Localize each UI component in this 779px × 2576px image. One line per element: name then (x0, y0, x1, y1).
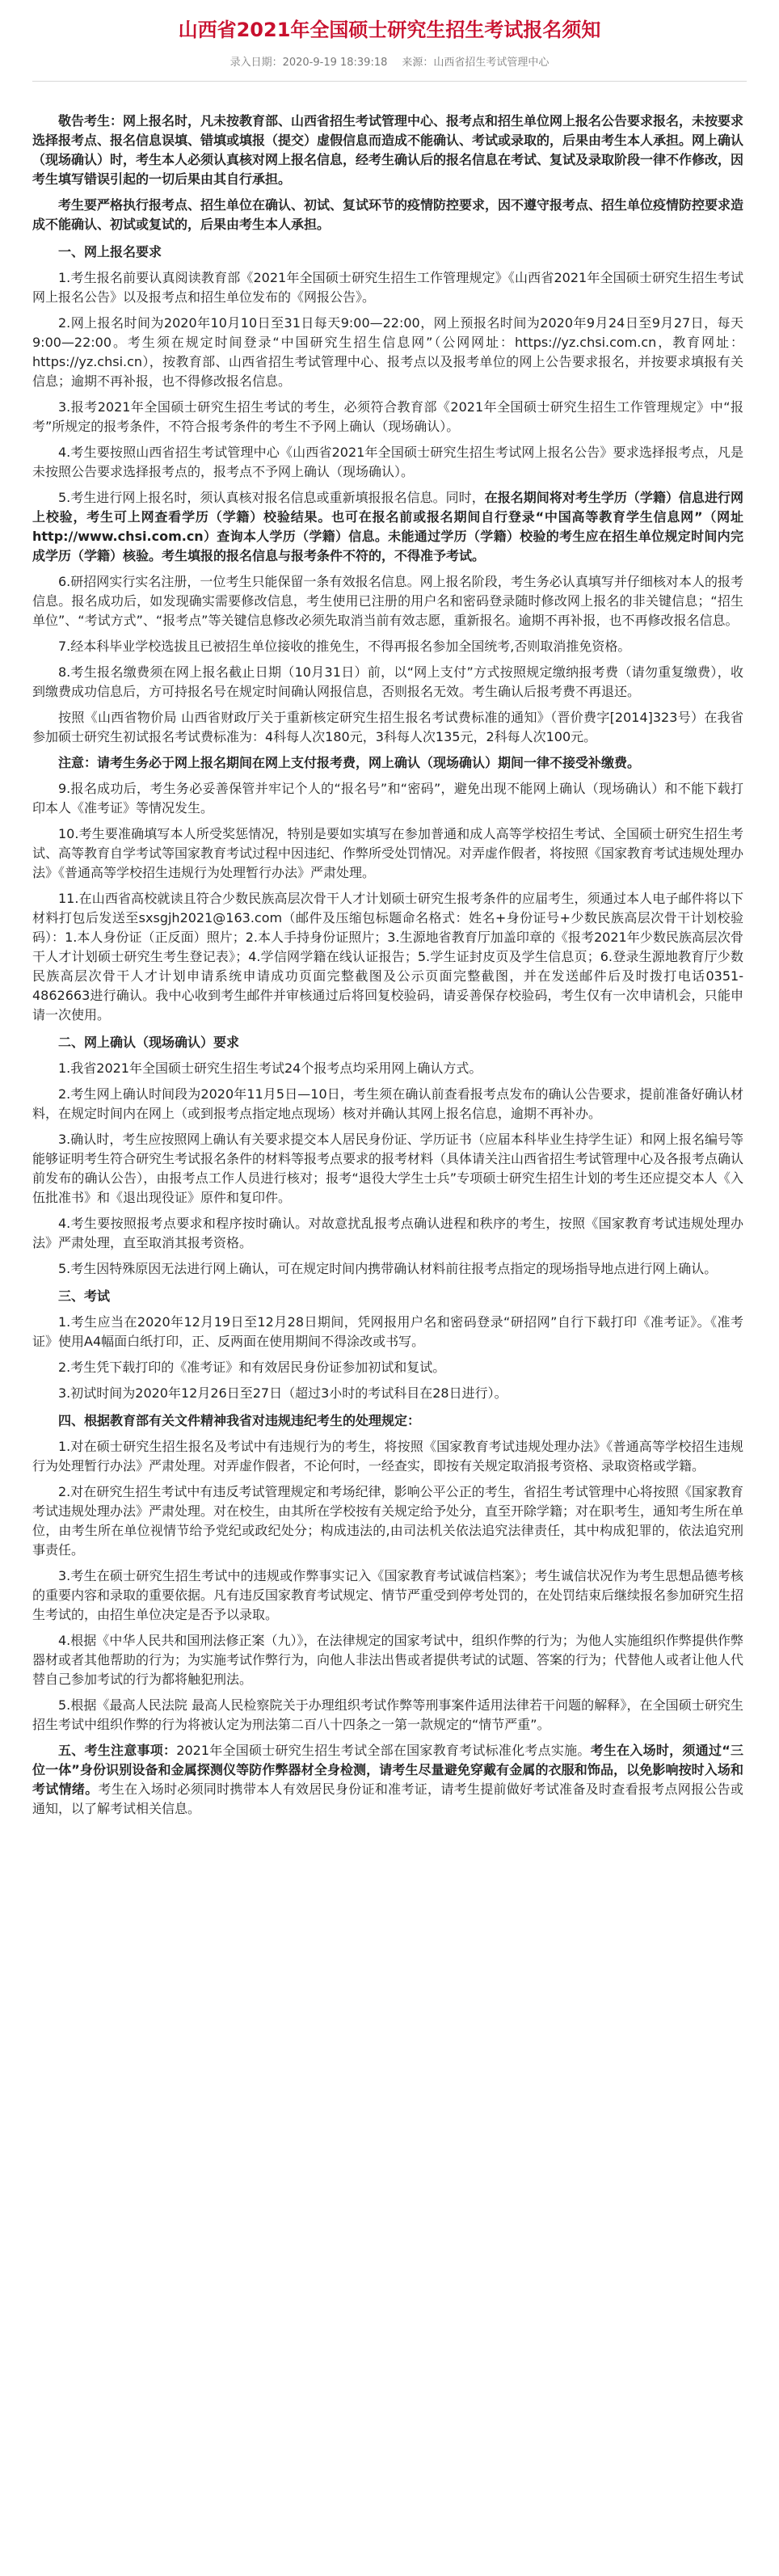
publish-date: 录入日期：2020-9-19 18:39:18 (229, 57, 388, 69)
section-paragraph (32, 1130, 743, 1208)
paragraph-text: 2.对在研究生招生考试中有违反考试管理规定和考场纪律，影响公平公正的考生，省招生考试管理中心将按照《国家教育考试违规处理办法》严肃处理。对在校生，由其所在学校按有关规定给予处分，直至开除学籍；对在职考生，通知考生所在单位，由考生所在单位视情节给予党纪或政纪处分；构成违法的,由司法机关依法追究法律责任，其中构成犯罪的，依法追究刑事责任。 (32, 1484, 744, 1558)
section-paragraph (32, 779, 743, 818)
paragraph-text: 2.考生凭下载打印的《准考证》和有效居民身份证参加初试和复试。 (58, 1360, 446, 1375)
intro-paragraph: 敬告考生：网上报名时，凡未按教育部、山西省招生考试管理中心、报考点和招生单位网上报名公告要求报名，未按要求选择报考点、报名信息误填、错填或填报（提交）虚假信息而造成不能确认、考试或录取的，后果由考生本人承担。网上确认（现场确认）时，考生本人必须认真核对网上报名信息，经考生确认后的报名信息在考试、复试及录取阶段一律不作修改，因考生填写错误引起的一切后果由其自行承担。 (32, 113, 744, 187)
section-paragraph (32, 1214, 743, 1253)
paragraph-text: 4.考生要按照报考点要求和程序按时确认。对故意扰乱报考点确认进程和秩序的考生，按照《国家教育考试违规处理办法》严肃处理，直至取消其报考资格。 (32, 1216, 743, 1250)
section-paragraph (32, 1384, 743, 1403)
section-paragraph (32, 1259, 743, 1279)
section-paragraph (32, 1566, 743, 1625)
paragraph-text: 5.考生因特殊原因无法进行网上确认，可在规定时间内携带确认材料前往报考点指定的现场指导地点进行网上确认。 (58, 1261, 718, 1276)
paragraph-text: 3.确认时，考生应按照网上确认有关要求提交本人居民身份证、学历证书（应届本科毕业生持学生证）和网上报名编号等能够证明考生符合研究生考试报名条件的材料等报考点要求的报考材料（具体请关注山西省招生考试管理中心及各报考点确认前发布的确认公告），由报考点工作人员进行核对；报考“退役大学生士兵”专项硕士研究生招生计划的考生还应提交本人《入伍批准书》和《退出现役证》原件和复印件。 (32, 1132, 744, 1205)
page-title: 山西省2021年全国硕士研究生招生考试报名须知 (178, 19, 601, 41)
section-heading: 五、考生注意事项： (58, 1743, 177, 1758)
title-divider (32, 81, 747, 82)
paragraph-emphasis: 在报名期间将对考生学历（学籍）信息进行网上校验，考生可上网查看学历（学籍）校验结果。也可在报名前或报名期间自行登录“中国高等教育学生信息网”（网址http://www.chsi.com.cn）查询本人学历（学籍）信息。未能通过学历（学籍）校验的考生应在招生单位规定时间内完成学历（学籍）核验。考生填报的报名信息与报考条件不符的，不得准予考试。 (32, 490, 743, 563)
paragraph-text: 2.网上报名时间为2020年10月10日至31日每天9:00—22:00，网上预报名时间为2020年9月24日至9月27日，每天9:00—22:00。考生须在规定时间登录“中国研究生招生信息网”（公网网址：https://yz.chsi.com.cn，教育网址：https://yz.chsi.cn），按教育部、山西省招生考试管理中心、报考点以及报考单位的网上公告要求报名，并按要求填报有关信息；逾期不再补报，也不得修改报名信息。 (32, 315, 743, 389)
section-paragraph (32, 824, 743, 883)
paragraph-text: 1.我省2021年全国硕士研究生招生考试24个报考点均采用网上确认方式。 (58, 1060, 482, 1076)
paragraph-text: 10.考生要准确填写本人所受奖惩情况，特别是要如实填写在参加普通和成人高等学校招生考试、全国硕士研究生招生考试、高等教育自学考试等国家教育考试过程中因违纪、作弊所受处罚情况。对弄虚作假者，将按照《国家教育考试违规处理办法》《普通高等学校招生违规行为处理暂行办法》严肃处理。 (32, 826, 744, 880)
section-paragraph (32, 1696, 743, 1735)
sections (32, 242, 743, 1819)
paragraph-text: 8.考生报名缴费须在网上报名截止日期（10月31日）前，以“网上支付”方式按照规定缴纳报考费（请勿重复缴费），收到缴费成功信息后，方可持报名号在规定时间确认网报信息，否则报名无效。考生确认后报考费不再退还。 (32, 664, 743, 699)
section-paragraph (32, 443, 743, 482)
section-paragraph (32, 1631, 743, 1689)
paragraph-text: 2021年全国硕士研究生招生考试全部在国家教育考试标准化考点实施。 (176, 1743, 591, 1758)
section-paragraph (32, 637, 743, 656)
article-body (32, 112, 743, 1825)
section-heading: 四、根据教育部有关文件精神我省对违规违纪考生的处理规定： (58, 1413, 421, 1428)
paragraph-text: 4.根据《中华人民共和国刑法修正案（九）》，在法律规定的国家考试中，组织作弊的行为；为他人实施组织作弊提供作弊器材或者其他帮助的行为；为实施考试作弊行为，向他人非法出售或者提供考试的试题、答案的行为；代替他人或者让他人代替自己参加考试的行为都将触犯刑法。 (32, 1633, 744, 1687)
paragraph-text: 4.考生要按照山西省招生考试管理中心《山西省2021年全国硕士研究生招生考试网上报名公告》要求选择报考点，凡是未按照公告要求选择报考点的，报考点不予网上确认（现场确认）。 (32, 445, 743, 479)
paragraph-text: 9.报名成功后，考生务必妥善保管并牢记个人的“报名号”和“密码”，避免出现不能网上确认（现场确认）和不能下载打印本人《准考证》等情况发生。 (32, 781, 743, 816)
paragraph-text: 1.对在硕士研究生招生报名及考试中有违规行为的考生，将按照《国家教育考试违规处理办法》《普通高等学校招生违规行为处理暂行办法》严肃处理。对弄虚作假者，不论何时，一经查实，即按有关规定取消报考资格、录取资格或学籍。 (32, 1439, 743, 1474)
paragraph-text: 3.考生在硕士研究生招生考试中的违规或作弊事实记入《国家教育考试诚信档案》；考生诚信状况作为考生思想品德考核的重要内容和录取的重要依据。凡有违反国家教育考试规定、情节严重受到停考处罚的，在处罚结束后继续报名参加研究生招生考试的，由招生单位决定是否予以录取。 (32, 1568, 744, 1622)
intro-paragraph: 考生要严格执行报考点、招生单位在确认、初试、复试环节的疫情防控要求，因不遵守报考点、招生单位疫情防控要求造成不能确认、初试或复试的，后果由考生本人承担。 (32, 197, 744, 232)
section-paragraph (32, 572, 743, 630)
section-paragraph (32, 1358, 743, 1377)
section-paragraph (32, 488, 743, 566)
paragraph-text: 3.报考2021年全国硕士研究生招生考试的考生，必须符合教育部《2021年全国硕士研究生招生工作管理规定》中“报考”所规定的报考条件，不符合报考条件的考生不予网上确认（现场确认）。 (32, 399, 743, 434)
paragraph-text: 2.考生网上确认时间段为2020年11月5日—10日，考生须在确认前查看报考点发布的确认公告要求，提前准备好确认材料，在规定时间内在网上（或到报考点指定地点现场）核对并确认其网上报名信息，逾期不再补办。 (32, 1086, 743, 1121)
section-paragraph (32, 398, 743, 436)
paragraph-text: 3.初试时间为2020年12月26日至27日（超过3小时的考试科目在28日进行）。 (58, 1385, 507, 1401)
section-paragraph (32, 1313, 743, 1351)
paragraph-emphasis: 注意：请考生务必于网上报名期间在网上支付报考费，网上确认（现场确认）期间一律不接受补缴费。 (58, 755, 641, 770)
paragraph-text: 1.考生报名前要认真阅读教育部《2021年全国硕士研究生招生工作管理规定》《山西省2021年全国硕士研究生招生考试网上报名公告》以及报考点和招生单位发布的《网报公告》。 (32, 270, 743, 305)
section-paragraph (32, 314, 743, 391)
paragraph-text: 1.考生应当在2020年12月19日至12月28日期间，凭网报用户名和密码登录“研招网”自行下载打印《准考证》。《准考证》使用A4幅面白纸打印，正、反两面在使用期间不得涂改或书写。 (32, 1314, 743, 1349)
paragraph-text: 5.考生进行网上报名时，须认真核对报名信息或重新填报报名信息。同时， (58, 490, 485, 505)
section-paragraph (32, 1437, 743, 1476)
paragraph-text: 5.根据《最高人民法院 最高人民检察院关于办理组织考试作弊等刑事案件适用法律若干问题的解释》，在全国硕士研究生招生考试中组织作弊的行为将被认定为刑法第二百八十四条之一第一款规定的“情节严重”。 (32, 1697, 743, 1732)
section-paragraph (32, 268, 743, 307)
section-heading: 三、考试 (58, 1288, 111, 1304)
paragraph-text: 11.在山西省高校就读且符合少数民族高层次骨干人才计划硕士研究生报考条件的应届考生，须通过本人电子邮件将以下材料打包后发送至sxsgjh2021@163.com（邮件及压缩包标题命名格式：姓名+身份证号+少数民族高层次骨干计划校验码）：1.本人身份证（正反面）照片；2.本人手持身份证照片；3.生源地省教育厅加盖印章的《报考2021年少数民族高层次骨干人才计划硕士研究生考生登记表》；4.学信网学籍在线认证报告；5.学生证封皮页及学生信息页；6.登录生源地教育厅少数民族高层次骨干人才计划申请系统申请成功页面完整截图及公示页面完整截图，并在发送邮件后及时拨打电话0351-4862663进行确认。我中心收到考生邮件并审核通过后将回复校验码，请妥善保存校验码，考生仅有一次申请机会，只能申请一次使用。 (32, 891, 743, 1022)
section-heading: 二、网上确认（现场确认）要求 (58, 1035, 240, 1050)
paragraph-emphasis: 考生在入场时，须通过“三位一体”身份识别设备和金属探测仪等防作弊器材全身检测，请考生尽量避免穿戴有金属的衣服和饰品，以免影响按时入场和考试情绪。 (32, 1743, 743, 1797)
section-paragraph (32, 708, 743, 747)
section-paragraph (32, 753, 743, 773)
section-heading: 一、网上报名要求 (58, 244, 162, 259)
section-paragraph (32, 889, 743, 1025)
article-meta (0, 55, 779, 71)
paragraph-text: 7.经本科毕业学校选拔且已被招生单位接收的推免生，不得再报名参加全国统考,否则取消推免资格。 (58, 639, 631, 654)
paragraph-text: 按照《山西省物价局 山西省财政厅关于重新核定研究生招生报名考试费标准的通知》（晋价费字[2014]323号）在我省参加硕士研究生初试报名考试费标准为：4科每人次180元，3科每人次135元，2科每人次100元。 (32, 710, 743, 744)
paragraph-text: 6.研招网实行实名注册，一位考生只能保留一条有效报名信息。网上报名阶段，考生务必认真填写并仔细核对本人的报考信息。报名成功后，如发现确实需要修改信息，考生使用已注册的用户名和密码登录随时修改网上报名的非关键信息；“招生单位”、“考试方式”、“报考点”等关键信息修改必须先取消当前有效志愿，重新报名。逾期不再补报，也不再修改报名信息。 (32, 574, 743, 628)
article-source: 来源：山西省招生考试管理中心 (402, 57, 550, 69)
section-paragraph (32, 1482, 743, 1560)
paragraph-text: 考生在入场时必须同时携带本人有效居民身份证和准考证，请考生提前做好考试准备及时查看报考点网报公告或通知，以了解考试相关信息。 (32, 1781, 743, 1816)
section-paragraph (32, 1059, 743, 1078)
section-paragraph (32, 663, 743, 702)
section-paragraph (32, 1741, 743, 1819)
section-paragraph (32, 1085, 743, 1124)
